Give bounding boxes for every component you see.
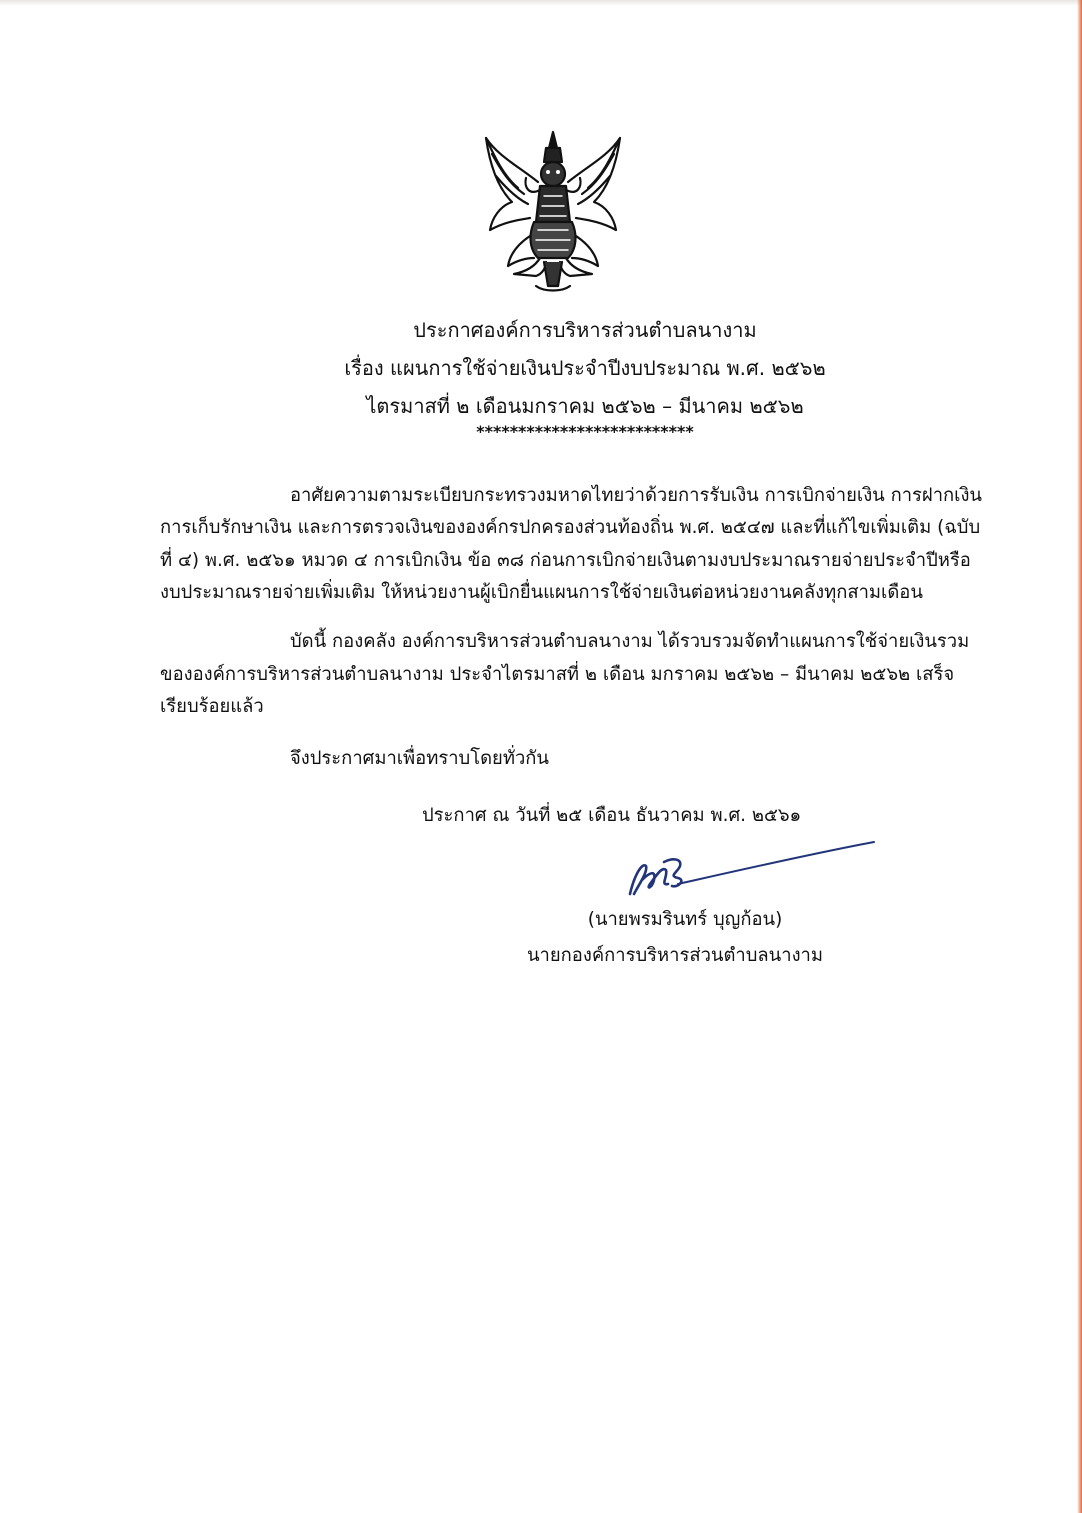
- paragraph1-line: ที่ ๔) พ.ศ. ๒๕๖๑ หมวด ๔ การเบิกเงิน ข้อ ๓๘ ก่อนการเบิกจ่ายเงินตามงบประมาณรายจ่ายประจำปีหรือ: [160, 550, 971, 571]
- scan-top-edge: [0, 0, 1082, 6]
- paragraph1-line: อาศัยความตามระเบียบกระทรวงมหาดไทยว่าด้วยการรับเงิน การเบิกจ่ายเงิน การฝากเงิน: [290, 485, 983, 506]
- closing-statement: จึงประกาศมาเพื่อทราบโดยทั่วกัน: [290, 748, 549, 769]
- paragraph2-line: ขององค์การบริหารส่วนตำบลนางาม ประจำไตรมาสที่ ๒ เดือน มกราคม ๒๕๖๒ – มีนาคม ๒๕๖๒ เสร็จ: [160, 664, 955, 685]
- paragraph1-line: งบประมาณรายจ่ายเพิ่มเติม ให้หน่วยงานผู้เบิกยื่นแผนการใช้จ่ายเงินต่อหน่วยงานคลังทุกสามเดือน: [160, 582, 923, 603]
- handwritten-signature: [620, 836, 880, 900]
- scan-right-edge: [1077, 0, 1082, 1513]
- heading-separator: **************************: [476, 422, 694, 441]
- announcement-title: ประกาศองค์การบริหารส่วนตำบลนางาม: [413, 318, 757, 342]
- announcement-subject: เรื่อง แผนการใช้จ่ายเงินประจำปีงบประมาณ พ.ศ. ๒๕๖๒: [344, 356, 826, 380]
- paragraph2-line: เรียบร้อยแล้ว: [160, 696, 264, 717]
- announcement-period: ไตรมาสที่ ๒ เดือนมกราคม ๒๕๖๒ – มีนาคม ๒๕๖๒: [366, 394, 804, 418]
- signer-name: (นายพรมรินทร์ บุญก้อน): [587, 909, 783, 930]
- announcement-date: ประกาศ ณ วันที่ ๒๕ เดือน ธันวาคม พ.ศ. ๒๕๖๑: [422, 805, 802, 826]
- paragraph1-line: การเก็บรักษาเงิน และการตรวจเงินขององค์กรปกครองส่วนท้องถิ่น พ.ศ. ๒๕๔๗ และที่แก้ไขเพิ่มเติม (ฉบับ: [160, 517, 981, 538]
- garuda-emblem-icon: [478, 126, 628, 296]
- signer-title: นายกองค์การบริหารส่วนตำบลนางาม: [526, 945, 824, 966]
- paragraph2-line: บัดนี้ กองคลัง องค์การบริหารส่วนตำบลนางาม ได้รวบรวมจัดทำแผนการใช้จ่ายเงินรวม: [290, 631, 970, 652]
